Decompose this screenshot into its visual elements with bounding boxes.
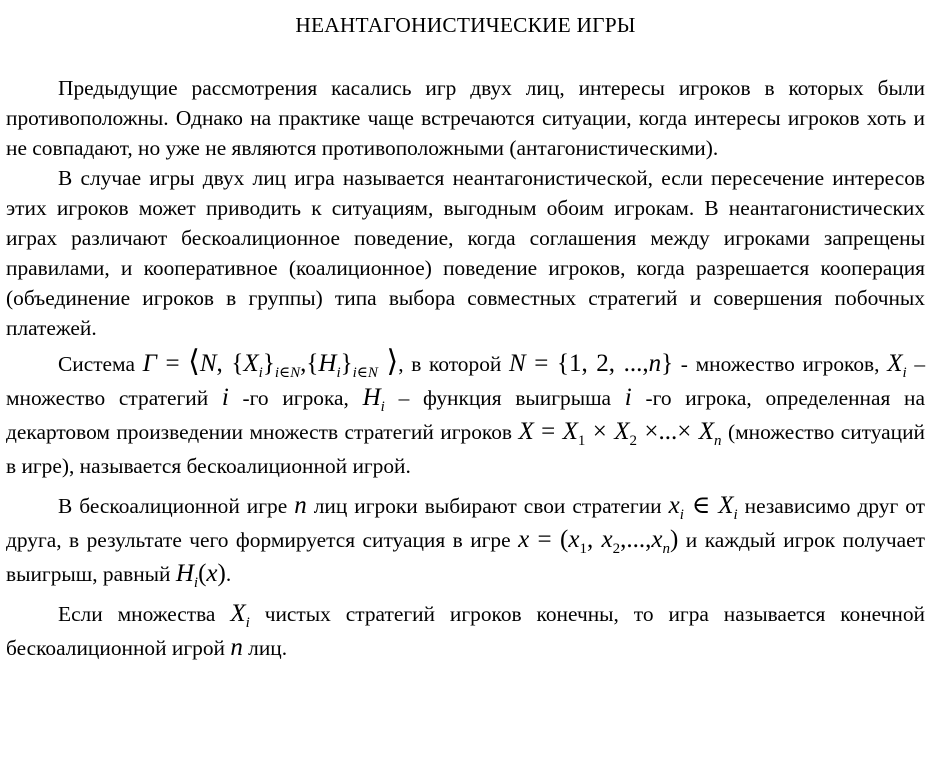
formula-n: n <box>230 634 243 661</box>
formula-xi-in-Xi: $x_i$ ∈ $X_i$ <box>668 492 738 523</box>
text-fragment: Если множества <box>58 602 231 626</box>
text-fragment: -го игрока, определенная на декартовом произведении множеств стратегий игроков <box>6 386 925 444</box>
paragraph-definition: В случае игры двух лиц игра называется неантагонистической, если пересечение интересов этих игроков может приводить к ситуациям, выгодным обоим игрокам. В неантагонистических играх различают бескоалиционное поведение, когда соглашения между игроками запрещены правилами, и кооперативное (коалиционное) поведение игроков, когда разрешается кооперация (объединение игроков в группы) типа выбора совместных стратегий и совершения побочных платежей. <box>6 166 925 340</box>
text-fragment: лиц. <box>242 636 288 660</box>
text-fragment: . <box>225 562 232 586</box>
formula-payoff: $H_i(x)$ <box>175 560 226 591</box>
paragraph-system <box>6 347 925 483</box>
text-fragment: , в которой <box>398 352 510 376</box>
text-fragment: – функция выигрыша <box>384 386 625 410</box>
text-fragment: – множество стратегий <box>6 352 926 410</box>
text-fragment: лиц игроки выбирают свои стратегии <box>306 494 669 518</box>
text-fragment: и каждый игрок получает выигрыш, равный <box>6 528 925 586</box>
paragraph-finite <box>6 597 925 665</box>
formula-hi: $H_i$ <box>362 384 385 415</box>
formula-n: n <box>294 492 307 519</box>
section-title: НЕАНТАГОНИСТИЧЕСКИЕ ИГРЫ <box>295 13 636 37</box>
formula-i: i <box>624 384 632 411</box>
formula-player-set: N = {1, 2, ...,n} <box>509 350 674 377</box>
formula-situation: $x = (x_1$, $x_2,...,x_n$) <box>518 526 679 557</box>
formula-i: i <box>221 384 229 411</box>
text-fragment: -го игрока, <box>228 386 363 410</box>
formula-game-system: Г = ⟨N, $\{X_i\}_{i\in N},\{H_i\}_{i\in N}$ ⟩ <box>142 345 399 381</box>
paragraph-intro: Предыдущие рассмотрения касались игр двух лиц, интересы игроков в которых были противоположны. Однако на практике чаще встречаются ситуации, когда интересы игроков хоть и не совпадают, но уже не являются противоположными (антагонистическими). <box>6 76 925 160</box>
formula-xi: $X_i$ <box>887 350 907 381</box>
text-fragment: В бескоалиционной игре <box>58 494 295 518</box>
formula-cartesian-product: $X = X_1 \times X_2$ ×...× $X_n$ <box>518 418 722 449</box>
text-fragment: - множество игроков, <box>673 352 888 376</box>
paragraph-noncoalition <box>6 489 925 591</box>
text-fragment: (множество ситуаций в игре), называется бескоалиционной игрой. <box>6 420 925 478</box>
formula-xi: $X_i$ <box>230 600 250 631</box>
text-fragment: Система <box>58 352 143 376</box>
text-fragment: чистых стратегий игроков конечны, то игра называется конечной бескоалиционной игрой <box>6 602 925 660</box>
text-fragment: независимо друг от друга, в результате чего формируется ситуация в игре <box>6 494 926 552</box>
